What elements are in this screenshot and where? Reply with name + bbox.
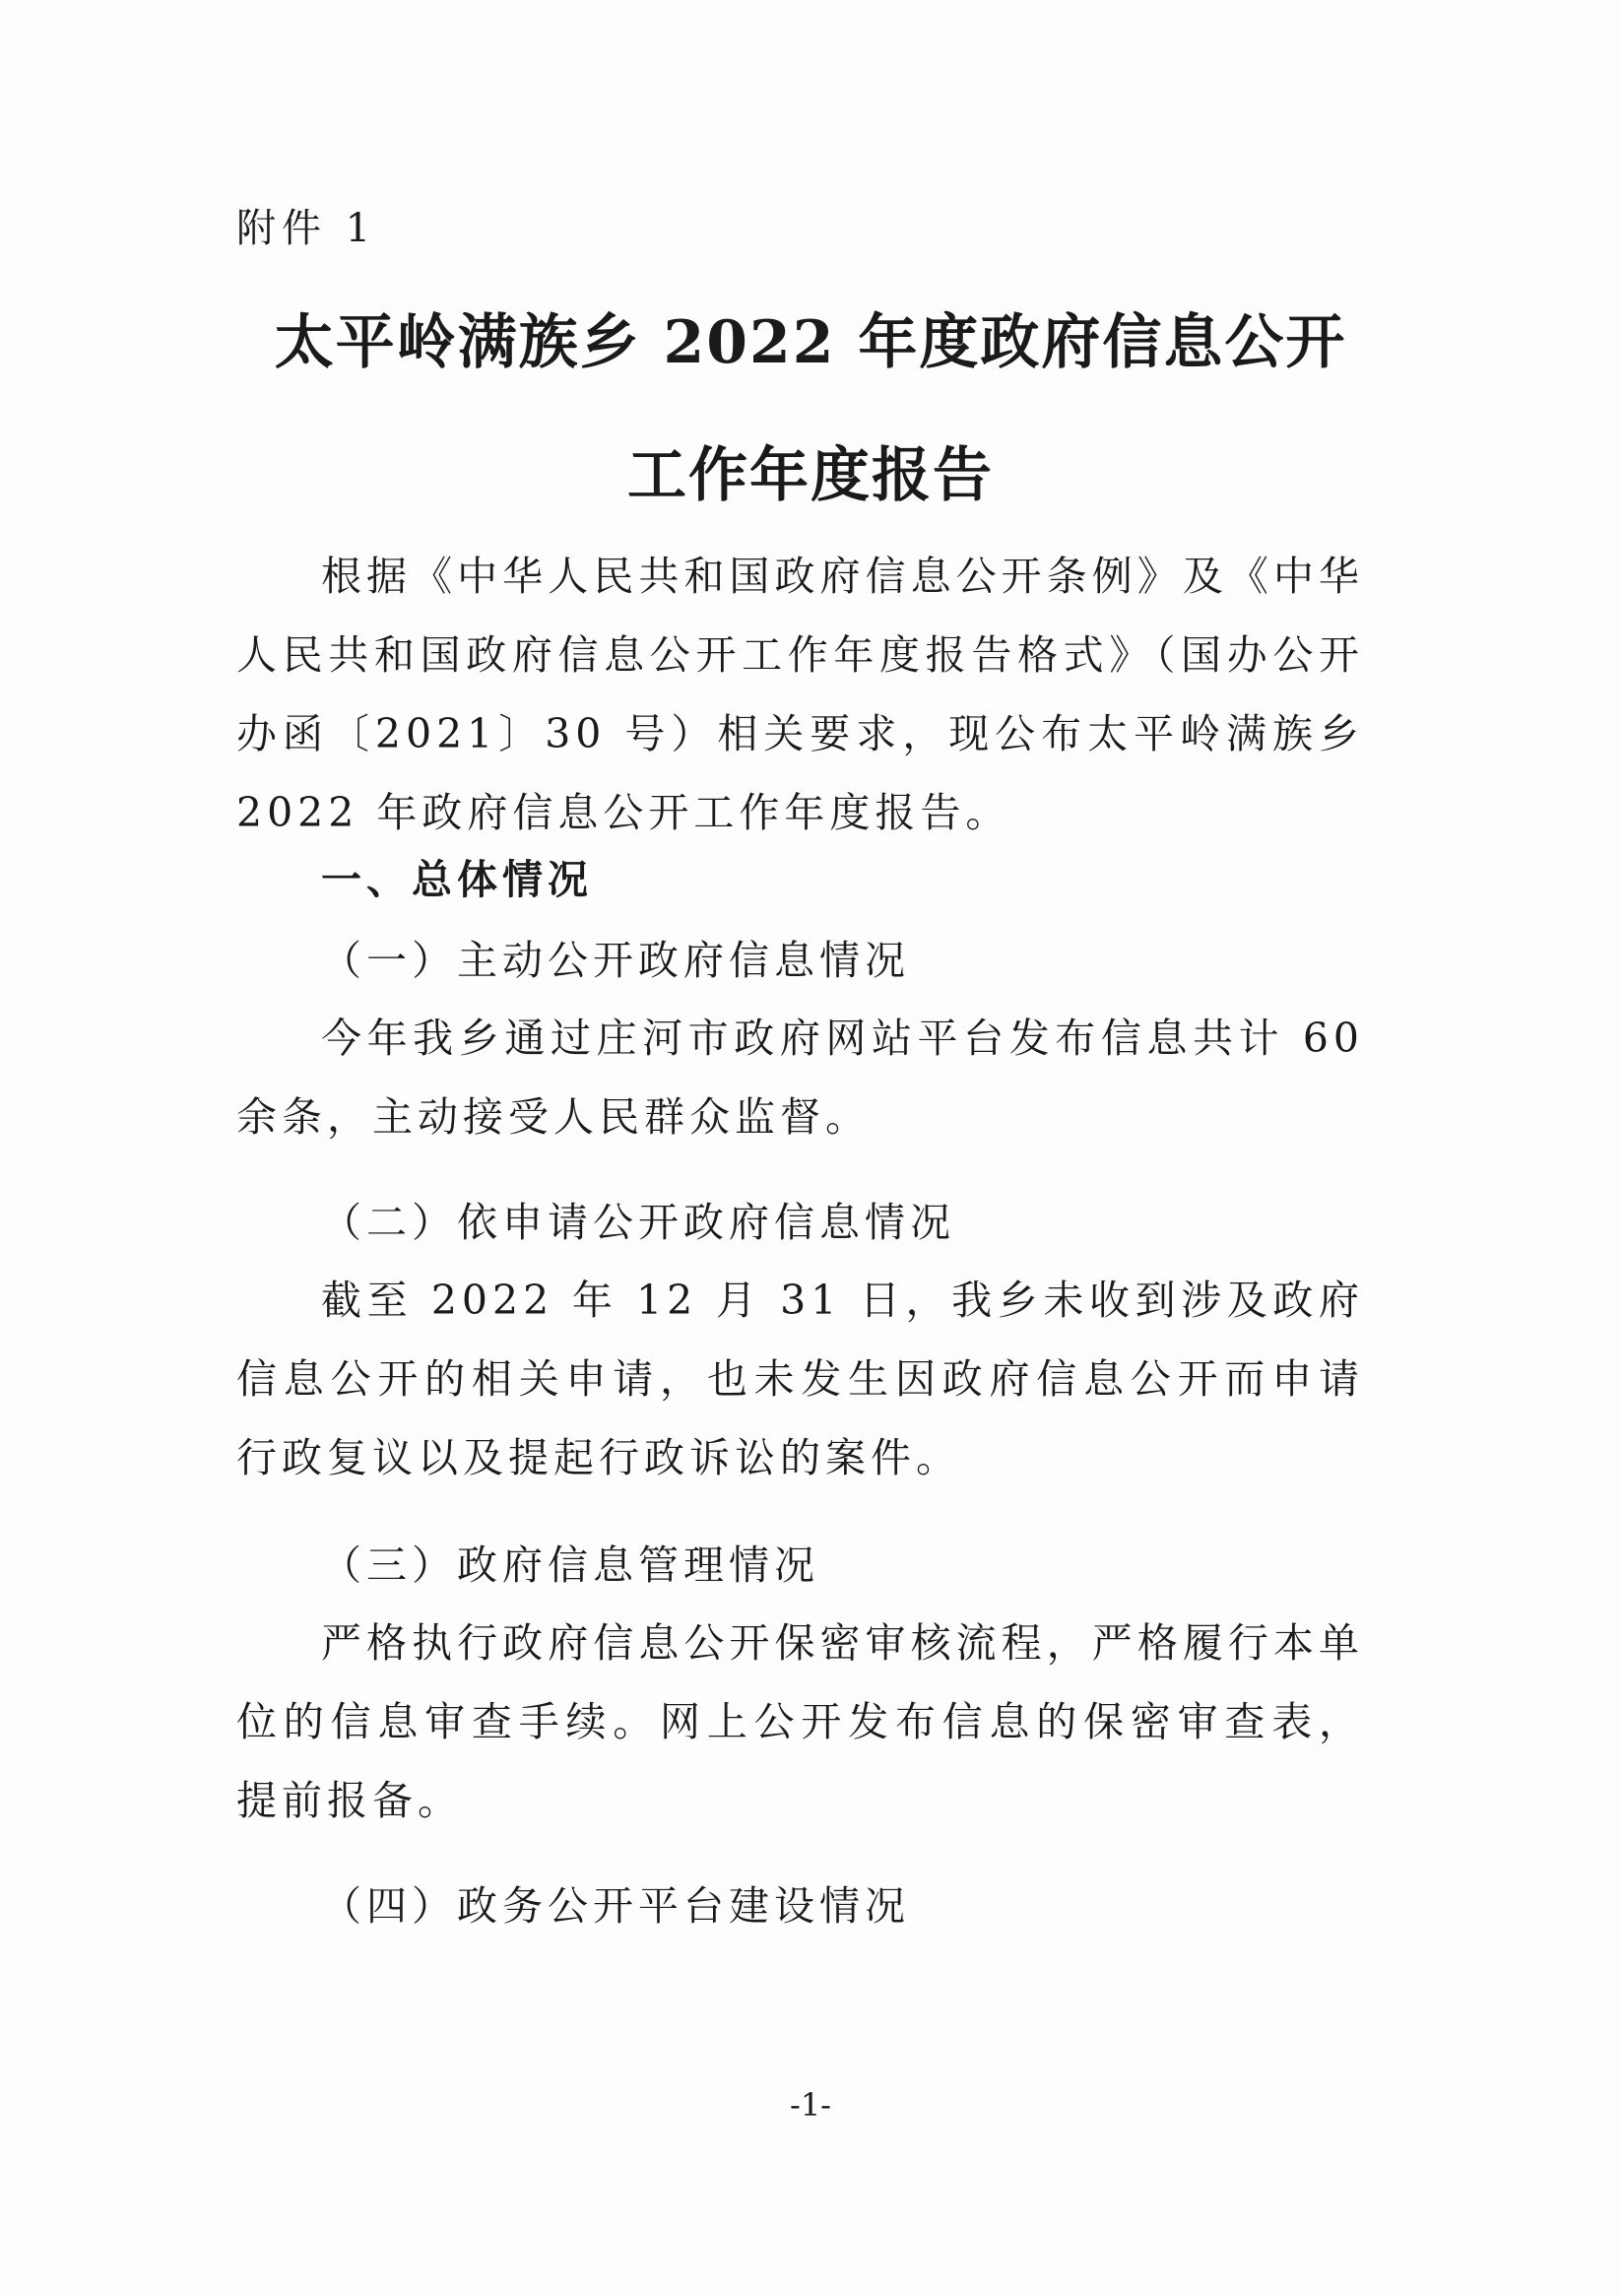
attachment-label: 附件 1 bbox=[236, 206, 377, 251]
paragraph-proactive: 今年我乡通过庄河市政府网站平台发布信息共计 60 余条，主动接受人民群众监督。 bbox=[236, 1015, 1364, 1141]
section-heading-overview: 一、总体情况 bbox=[321, 856, 593, 903]
subsection-heading-management: （三）政府信息管理情况 bbox=[321, 1542, 819, 1589]
intro-paragraph: 根据《中华人民共和国政府信息公开条例》及《中华人民共和国政府信息公开工作年度报告格式》（国办公开办函〔2021〕30 号）相关要求，现公布太平岭满族乡 2022 年政府信息公开工作年度报告。 bbox=[236, 553, 1364, 836]
subsection-heading-proactive: （一）主动公开政府信息情况 bbox=[321, 937, 910, 984]
subsection-heading-application: （二）依申请公开政府信息情况 bbox=[321, 1199, 955, 1246]
subsection-heading-platform: （四）政务公开平台建设情况 bbox=[321, 1882, 910, 1930]
paragraph-management: 严格执行政府信息公开保密审核流程，严格履行本单位的信息审查手续。网上公开发布信息的保密审查表，提前报备。 bbox=[236, 1619, 1364, 1824]
paragraph-application: 截至 2022 年 12 月 31 日，我乡未收到涉及政府信息公开的相关申请，也未发生因政府信息公开而申请行政复议以及提起行政诉讼的案件。 bbox=[236, 1277, 1364, 1481]
report-title-line-2: 工作年度报告 bbox=[627, 441, 994, 510]
page-number: -1- bbox=[790, 2086, 831, 2124]
report-title-line-1: 太平岭满族乡 2022 年度政府信息公开 bbox=[274, 308, 1347, 377]
